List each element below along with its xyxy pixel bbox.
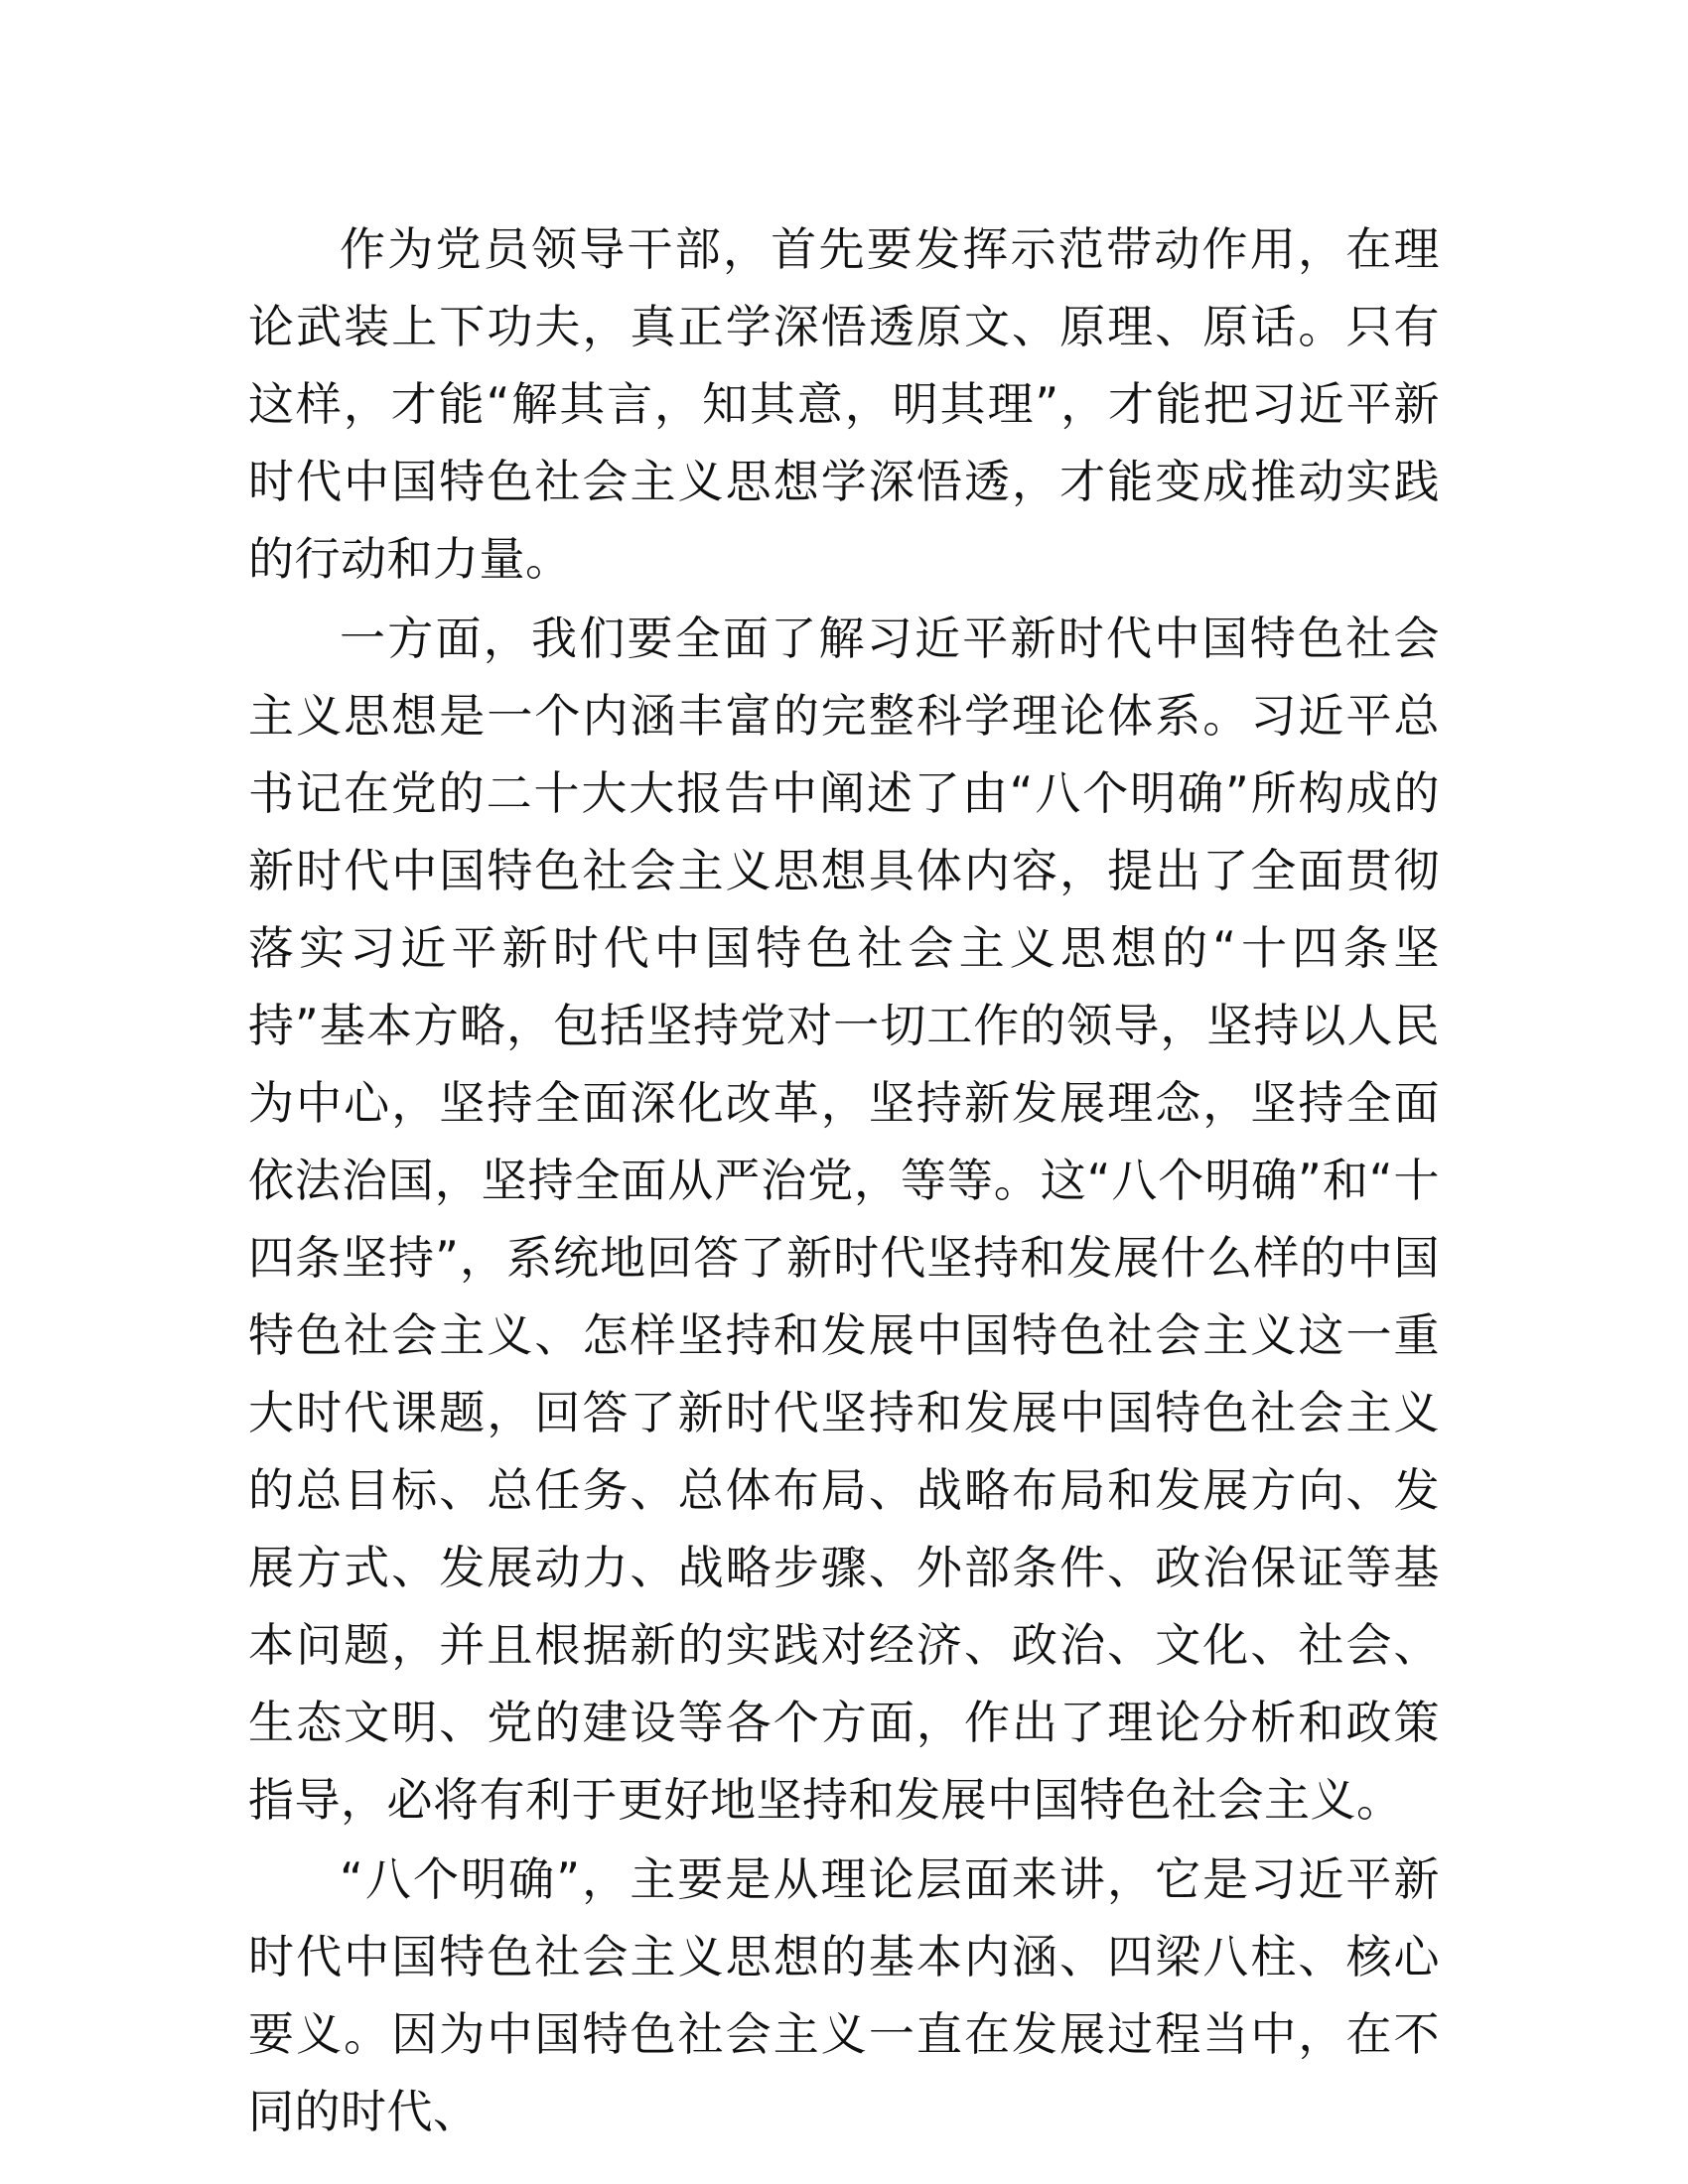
paragraph-2: 一方面，我们要全面了解习近平新时代中国特色社会主义思想是一个内涵丰富的完整科学理论体系。习近平总书记在党的二十大大报告中阐述了由“八个明确”所构成的新时代中国特色社会主义思想具体内容，提出了全面贯彻落实习近平新时代中国特色社会主义思想的“十四条坚持”基本方略，包括坚持党对一切工作的领导，坚持以人民为中心，坚持全面深化改革，坚持新发展理念，坚持全面依法治国，坚持全面从严治党，等等。这“八个明确”和“十四条坚持”，系统地回答了新时代坚持和发展什么样的中国特色社会主义、怎样坚持和发展中国特色社会主义这一重大时代课题，回答了新时代坚持和发展中国特色社会主义的总目标、总任务、总体布局、战略布局和发展方向、发展方式、发展动力、战略步骤、外部条件、政治保证等基本问题，并且根据新的实践对经济、政治、文化、社会、生态文明、党的建设等各个方面，作出了理论分析和政策指导，必将有利于更好地坚持和发展中国特色社会主义。 [248, 612, 1440, 1827]
paragraph-3: “八个明确”，主要是从理论层面来讲，它是习近平新时代中国特色社会主义思想的基本内涵、四梁八柱、核心要义。因为中国特色社会主义一直在发展过程当中，在不同的时代、 [248, 1852, 1440, 2138]
paragraph-1: 作为党员领导干部，首先要发挥示范带动作用，在理论武装上下功夫，真正学深悟透原文、原理、原话。只有这样，才能“解其言，知其意，明其理”，才能把习近平新时代中国特色社会主义思想学深悟透，才能变成推动实践的行动和力量。 [248, 222, 1440, 586]
document-body [248, 210, 1440, 2152]
